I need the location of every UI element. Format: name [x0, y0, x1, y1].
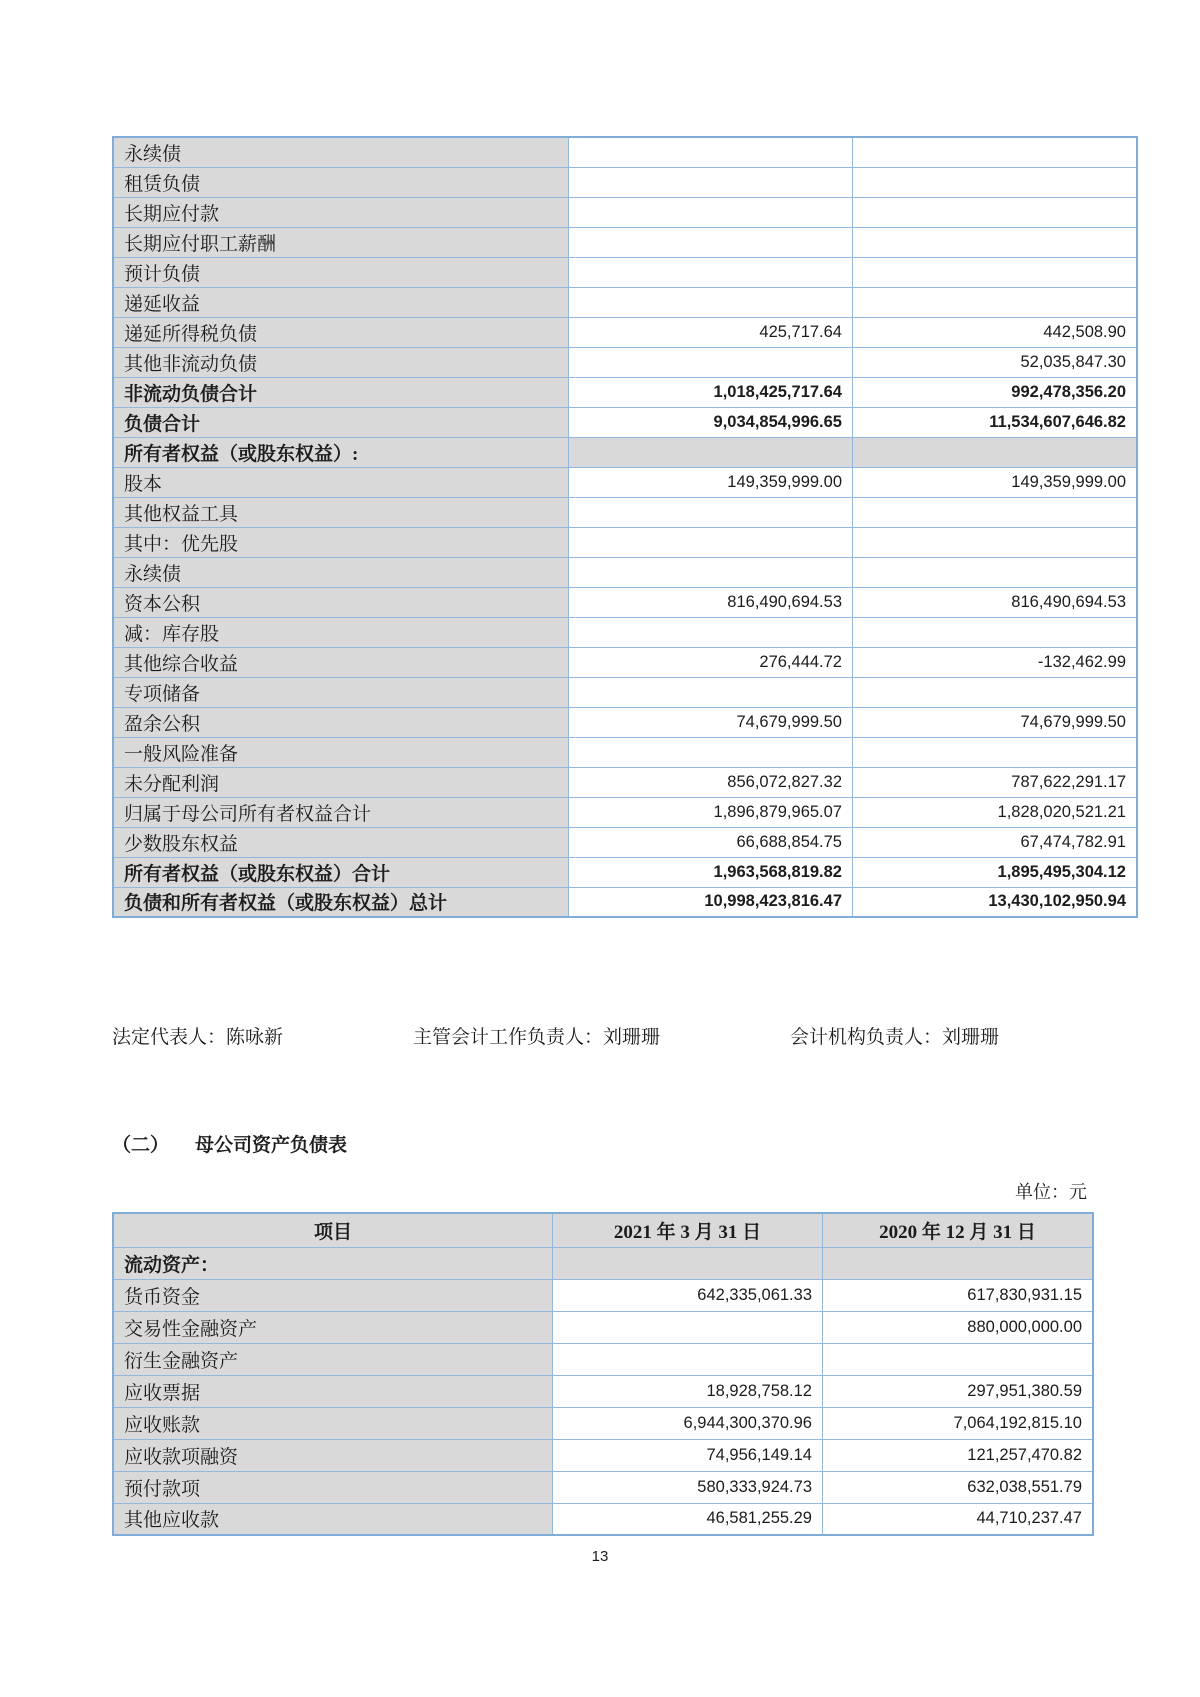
value-cell: [553, 1247, 823, 1279]
value-cell: [569, 257, 853, 287]
item-label: 租赁负债: [113, 167, 569, 197]
value-cell: [823, 1343, 1094, 1375]
signatories-row: [112, 1022, 1122, 1052]
item-label: 永续债: [113, 137, 569, 167]
table-row: [113, 497, 1137, 527]
value-cell: 992,478,356.20: [853, 377, 1138, 407]
table-row: [113, 1343, 1093, 1375]
value-cell: 149,359,999.00: [853, 467, 1138, 497]
value-cell: 6,944,300,370.96: [553, 1407, 823, 1439]
table-row: [113, 347, 1137, 377]
section-title: [112, 1130, 347, 1157]
table-row: [113, 137, 1137, 167]
item-label: 负债合计: [113, 407, 569, 437]
item-label: 专项储备: [113, 677, 569, 707]
value-cell: 816,490,694.53: [853, 587, 1138, 617]
item-label: 资本公积: [113, 587, 569, 617]
value-cell: [553, 1343, 823, 1375]
item-label: 所有者权益（或股东权益）:: [113, 437, 569, 467]
item-label: 递延收益: [113, 287, 569, 317]
legal-representative-signature: 法定代表人：陈咏新: [112, 1027, 284, 1048]
value-cell: 617,830,931.15: [823, 1279, 1094, 1311]
section-title-text: 母公司资产负债表: [195, 1135, 348, 1156]
table-row: [113, 407, 1137, 437]
item-label: 减：库存股: [113, 617, 569, 647]
section-number: （二）: [112, 1135, 170, 1156]
table-row: [113, 437, 1137, 467]
item-label: 其他权益工具: [113, 497, 569, 527]
value-cell: [569, 437, 853, 467]
value-cell: 1,018,425,717.64: [569, 377, 853, 407]
value-cell: 816,490,694.53: [569, 587, 853, 617]
value-cell: 580,333,924.73: [553, 1471, 823, 1503]
table-row: [113, 1471, 1093, 1503]
table-row: [113, 557, 1137, 587]
value-cell: 787,622,291.17: [853, 767, 1138, 797]
table-row: [113, 377, 1137, 407]
table-row: [113, 197, 1137, 227]
value-cell: 11,534,607,646.82: [853, 407, 1138, 437]
item-label: 股本: [113, 467, 569, 497]
value-cell: [569, 167, 853, 197]
value-cell: [569, 677, 853, 707]
item-label: 应收票据: [113, 1375, 553, 1407]
table-row: [113, 737, 1137, 767]
value-cell: [853, 257, 1138, 287]
table-row: [113, 527, 1137, 557]
item-label: 交易性金融资产: [113, 1311, 553, 1343]
value-cell: 9,034,854,996.65: [569, 407, 853, 437]
item-label: 应收账款: [113, 1407, 553, 1439]
value-cell: -132,462.99: [853, 647, 1138, 677]
table-row: [113, 767, 1137, 797]
table-row: [113, 467, 1137, 497]
value-cell: 121,257,470.82: [823, 1439, 1094, 1471]
unit-label: 单位：元: [1015, 1182, 1087, 1202]
value-cell: [569, 227, 853, 257]
value-cell: [569, 137, 853, 167]
value-cell: [853, 287, 1138, 317]
value-cell: [853, 617, 1138, 647]
item-label: 其他综合收益: [113, 647, 569, 677]
table-row: [113, 257, 1137, 287]
value-cell: 880,000,000.00: [823, 1311, 1094, 1343]
item-label: 一般风险准备: [113, 737, 569, 767]
item-label: 其中：优先股: [113, 527, 569, 557]
table-row: [113, 1503, 1093, 1535]
value-cell: 1,828,020,521.21: [853, 797, 1138, 827]
value-cell: [853, 737, 1138, 767]
value-cell: [569, 347, 853, 377]
value-cell: [569, 617, 853, 647]
item-label: 所有者权益（或股东权益）合计: [113, 857, 569, 887]
column-header: 项目: [113, 1213, 553, 1247]
table-row: [113, 287, 1137, 317]
value-cell: [853, 437, 1138, 467]
value-cell: 642,335,061.33: [553, 1279, 823, 1311]
value-cell: 149,359,999.00: [569, 467, 853, 497]
table-row: [113, 317, 1137, 347]
value-cell: [569, 737, 853, 767]
table-row: [113, 677, 1137, 707]
value-cell: 74,679,999.50: [569, 707, 853, 737]
value-cell: 67,474,782.91: [853, 827, 1138, 857]
value-cell: [569, 497, 853, 527]
item-label: 非流动负债合计: [113, 377, 569, 407]
value-cell: 297,951,380.59: [823, 1375, 1094, 1407]
value-cell: 1,963,568,819.82: [569, 857, 853, 887]
column-header: 2021 年 3 月 31 日: [553, 1213, 823, 1247]
page-number: 13: [591, 1548, 609, 1565]
value-cell: 46,581,255.29: [553, 1503, 823, 1535]
value-cell: [569, 557, 853, 587]
value-cell: [853, 677, 1138, 707]
table-row: [113, 1279, 1093, 1311]
item-label: 预付款项: [113, 1471, 553, 1503]
table-row: [113, 1407, 1093, 1439]
item-label: 盈余公积: [113, 707, 569, 737]
value-cell: 856,072,827.32: [569, 767, 853, 797]
table-row: [113, 227, 1137, 257]
value-cell: 425,717.64: [569, 317, 853, 347]
item-label: 其他应收款: [113, 1503, 553, 1535]
item-label: 未分配利润: [113, 767, 569, 797]
value-cell: [853, 527, 1138, 557]
item-label: 衍生金融资产: [113, 1343, 553, 1375]
table-row: [113, 647, 1137, 677]
value-cell: 52,035,847.30: [853, 347, 1138, 377]
value-cell: [853, 557, 1138, 587]
item-label: 预计负债: [113, 257, 569, 287]
item-label: 少数股东权益: [113, 827, 569, 857]
accounting-department-head-signature: 会计机构负责人：刘珊珊: [790, 1027, 1000, 1048]
value-cell: [853, 497, 1138, 527]
value-cell: 74,956,149.14: [553, 1439, 823, 1471]
table-row: [113, 1311, 1093, 1343]
table-row: [113, 587, 1137, 617]
chief-accountant-signature: 主管会计工作负责人：刘珊珊: [413, 1027, 661, 1048]
item-label: 货币资金: [113, 1279, 553, 1311]
value-cell: 7,064,192,815.10: [823, 1407, 1094, 1439]
column-header: 2020 年 12 月 31 日: [823, 1213, 1094, 1247]
item-label: 流动资产：: [113, 1247, 553, 1279]
parent-company-balance-sheet-table: [112, 1212, 1094, 1536]
item-label: 长期应付职工薪酬: [113, 227, 569, 257]
table-row: [113, 617, 1137, 647]
value-cell: [853, 167, 1138, 197]
item-label: 长期应付款: [113, 197, 569, 227]
item-label: 负债和所有者权益（或股东权益）总计: [113, 887, 569, 917]
value-cell: 13,430,102,950.94: [853, 887, 1138, 917]
value-cell: 44,710,237.47: [823, 1503, 1094, 1535]
value-cell: 18,928,758.12: [553, 1375, 823, 1407]
item-label: 归属于母公司所有者权益合计: [113, 797, 569, 827]
value-cell: [853, 227, 1138, 257]
value-cell: [853, 197, 1138, 227]
consolidated-balance-sheet-table: [112, 136, 1138, 918]
value-cell: 1,896,879,965.07: [569, 797, 853, 827]
table-header-row: [113, 1213, 1093, 1247]
value-cell: [823, 1247, 1094, 1279]
value-cell: [553, 1311, 823, 1343]
value-cell: [569, 197, 853, 227]
item-label: 递延所得税负债: [113, 317, 569, 347]
table-row: [113, 797, 1137, 827]
table-row: [113, 887, 1137, 917]
value-cell: 632,038,551.79: [823, 1471, 1094, 1503]
item-label: 应收款项融资: [113, 1439, 553, 1471]
value-cell: 74,679,999.50: [853, 707, 1138, 737]
table-row: [113, 857, 1137, 887]
value-cell: 10,998,423,816.47: [569, 887, 853, 917]
value-cell: 66,688,854.75: [569, 827, 853, 857]
value-cell: [569, 527, 853, 557]
table-row: [113, 707, 1137, 737]
table-row: [113, 167, 1137, 197]
value-cell: 442,508.90: [853, 317, 1138, 347]
item-label: 永续债: [113, 557, 569, 587]
table-row: [113, 1439, 1093, 1471]
value-cell: [853, 137, 1138, 167]
item-label: 其他非流动负债: [113, 347, 569, 377]
table-row: [113, 827, 1137, 857]
value-cell: 276,444.72: [569, 647, 853, 677]
value-cell: [569, 287, 853, 317]
value-cell: 1,895,495,304.12: [853, 857, 1138, 887]
table-row: [113, 1375, 1093, 1407]
table-row: [113, 1247, 1093, 1279]
